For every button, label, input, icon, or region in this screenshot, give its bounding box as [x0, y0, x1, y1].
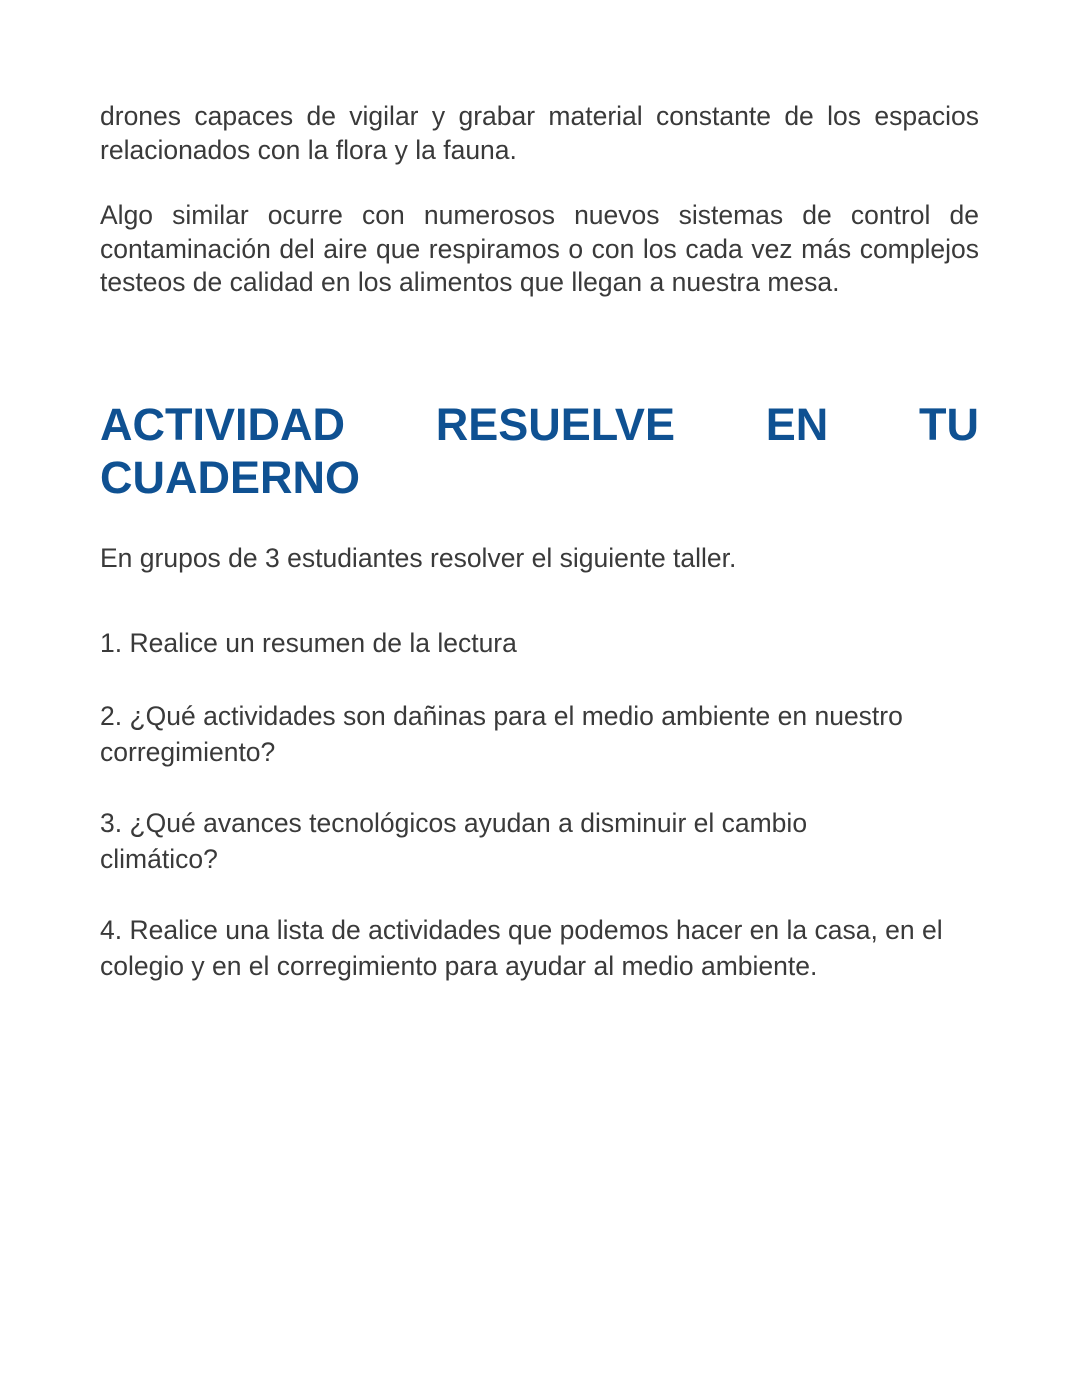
question-3: 3. ¿Qué avances tecnológicos ayudan a disminuir el cambio climático? — [100, 808, 808, 874]
heading-word: EN — [765, 399, 829, 450]
activity-intro: En grupos de 3 estudiantes resolver el siguiente taller. — [100, 543, 737, 573]
paragraph-contamination: Algo similar ocurre con numerosos nuevos sistemas de control de contaminación del aire que respiramos o con los cada vez más complejos testeos de calidad en los alimentos que llegan a nuestra mesa. — [100, 200, 979, 297]
heading-line2: CUADERNO — [100, 452, 361, 503]
heading-word: TU — [918, 399, 979, 450]
activity-heading — [100, 398, 979, 504]
heading-word: RESUELVE — [435, 399, 675, 450]
paragraph-drones: drones capaces de vigilar y grabar material constante de los espacios relacionados con la flora y la fauna. — [100, 101, 979, 165]
question-1: 1. Realice un resumen de la lectura — [100, 628, 517, 658]
heading-word: ACTIVIDAD — [100, 399, 345, 450]
question-2: 2. ¿Qué actividades son dañinas para el medio ambiente en nuestro corregimiento? — [100, 701, 903, 767]
question-4: 4. Realice una lista de actividades que podemos hacer en la casa, en el colegio y en el corregimiento para ayudar al medio ambiente. — [100, 915, 943, 981]
